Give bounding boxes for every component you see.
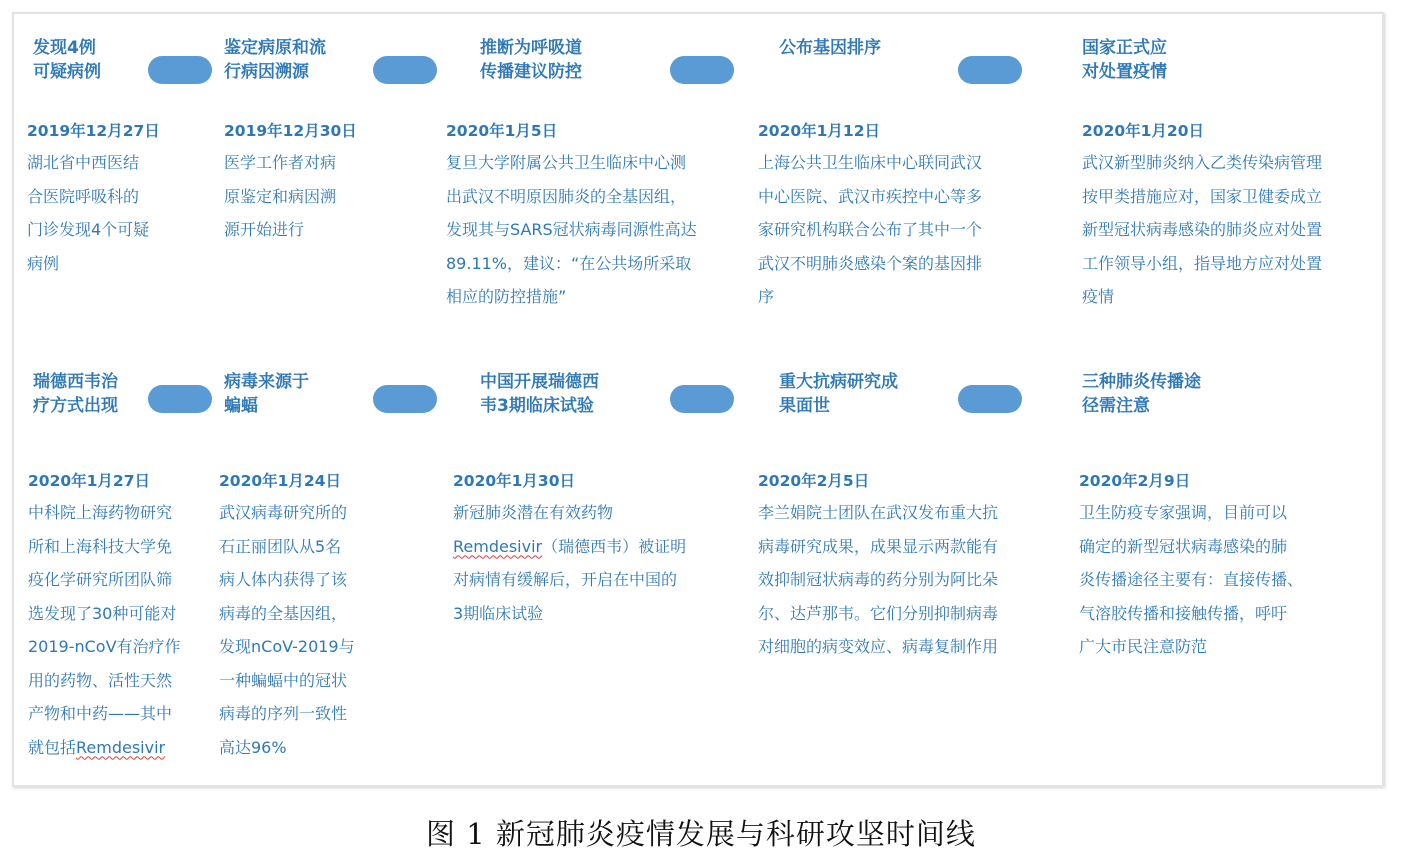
event-date: 2020年1月30日	[453, 472, 575, 490]
event-description	[219, 496, 355, 764]
event-description-line: 一种蝙蝠中的冠状	[219, 670, 348, 690]
event-date: 2020年1月5日	[446, 122, 558, 140]
event-description-line: 病毒的全基因组，	[219, 603, 348, 623]
event-description-line: 门诊发现4个可疑	[27, 220, 150, 239]
event-description-line: 3期临床试验	[453, 603, 544, 623]
event-description-line: 原鉴定和病因溯	[224, 186, 337, 206]
event-description-line: 新型冠状病毒感染的肺炎应对处置	[1082, 220, 1323, 239]
event-description-line: 卫生防疫专家强调，目前可以	[1079, 503, 1288, 522]
event-date: 2020年1月12日	[758, 122, 880, 140]
connector-pill	[148, 385, 212, 413]
connector-pill	[958, 56, 1022, 84]
event-description-line: 病例	[27, 253, 60, 273]
event-description-line: 石正丽团队从5名	[219, 536, 342, 556]
connector-pill	[148, 56, 212, 84]
event-description	[446, 146, 697, 314]
event-date: 2020年1月27日	[28, 472, 150, 490]
event-title: 中国开展瑞德西 韦3期临床试验	[480, 372, 599, 416]
event-description-line: 炎传播途径主要有：直接传播、	[1079, 570, 1304, 589]
event-description-line: 气溶胶传播和接触传播，呼吁	[1079, 603, 1288, 623]
event-description-line: 选发现了30种可能对	[28, 603, 177, 623]
event-description-line: 89.11%，建议：“在公共场所采取	[446, 253, 692, 273]
connector-pill	[373, 56, 437, 84]
event-description-line: 湖北省中西医结	[27, 153, 140, 172]
connector-pill	[670, 56, 734, 84]
event-description	[1079, 496, 1303, 664]
connector-pill	[670, 385, 734, 413]
event-description-line: 武汉新型肺炎纳入乙类传染病管理	[1082, 153, 1323, 172]
event-description-line: 新冠肺炎潜在有效药物	[453, 503, 614, 522]
event-description-line: 医学工作者对病	[224, 153, 337, 172]
event-date: 2020年1月24日	[219, 472, 341, 490]
event-title: 公布基因排序	[779, 38, 881, 58]
event-description-line: 出武汉不明原因肺炎的全基因组，	[446, 186, 687, 206]
event-description-line: 中心医院、武汉市疾控中心等多	[758, 186, 983, 206]
event-description-line: 对细胞的病变效应、病毒复制作用	[758, 637, 999, 656]
event-title: 发现4例 可疑病例	[33, 38, 101, 82]
event-description-line: 源开始进行	[224, 220, 305, 239]
event-title: 瑞德西韦治 疗方式出现	[33, 372, 118, 416]
event-description-line: 就包括Remdesivir	[28, 737, 166, 757]
event-description-line: Remdesivir（瑞德西韦）被证明	[453, 536, 687, 556]
event-description-line: 合医院呼吸科的	[27, 186, 140, 206]
event-title: 鉴定病原和流 行病因溯源	[224, 38, 326, 82]
event-description-line: 李兰娟院士团队在武汉发布重大抗	[758, 503, 999, 522]
event-date: 2019年12月30日	[224, 122, 357, 140]
event-description-line: 复旦大学附属公共卫生临床中心测	[446, 153, 687, 172]
event-description-line: 序	[758, 287, 775, 306]
event-date: 2020年2月5日	[758, 472, 870, 490]
event-description	[758, 496, 998, 664]
event-description	[453, 496, 686, 630]
connector-pill	[373, 385, 437, 413]
event-description-line: 高达96%	[219, 737, 287, 757]
event-title: 三种肺炎传播途 径需注意	[1082, 372, 1201, 416]
event-title: 重大抗病研究成 果面世	[779, 372, 898, 416]
event-description-line: 尔、达芦那韦。它们分别抑制病毒	[758, 603, 999, 623]
event-description-line: 发现其与SARS冠状病毒同源性高达	[446, 220, 697, 239]
event-title: 国家正式应 对处置疫情	[1082, 38, 1167, 82]
event-description-line: 病毒的序列一致性	[219, 704, 348, 723]
event-description	[27, 146, 149, 280]
event-title: 推断为呼吸道 传播建议防控	[480, 38, 582, 82]
event-description-line: 产物和中药——其中	[28, 704, 173, 723]
event-description	[1082, 146, 1322, 314]
event-description-line: 武汉不明肺炎感染个案的基因排	[758, 253, 983, 273]
event-description-line: 2019-nCoV有治疗作	[28, 637, 181, 656]
event-description-line: 家研究机构联合公布了其中一个	[758, 220, 983, 239]
event-description-line: 用的药物、活性天然	[28, 670, 173, 690]
event-description-line: 广大市民注意防范	[1079, 637, 1208, 656]
event-description-line: 确定的新型冠状病毒感染的肺	[1079, 536, 1288, 556]
event-description-line: 所和上海科技大学免	[28, 536, 173, 556]
event-description	[758, 146, 982, 314]
figure-caption: 图 1 新冠肺炎疫情发展与科研攻坚时间线	[426, 817, 976, 851]
event-description-line: 对病情有缓解后，开启在中国的	[453, 570, 678, 589]
event-description-line: 相应的防控措施”	[446, 287, 567, 306]
event-description	[224, 146, 336, 247]
event-date: 2020年1月20日	[1082, 122, 1204, 140]
event-description-line: 按甲类措施应对，国家卫健委成立	[1082, 186, 1323, 206]
event-date: 2019年12月27日	[27, 122, 160, 140]
event-description-line: 疫情	[1082, 287, 1115, 306]
event-description-line: 工作领导小组，指导地方应对处置	[1082, 253, 1323, 273]
connector-pill	[958, 385, 1022, 413]
event-description-line: 效抑制冠状病毒的药分别为阿比朵	[758, 570, 999, 589]
event-description-line: 病毒研究成果，成果显示两款能有	[758, 536, 999, 556]
event-description-line: 武汉病毒研究所的	[219, 503, 348, 522]
event-description-line: 病人体内获得了该	[219, 570, 348, 589]
event-description-line: 发现nCoV-2019与	[219, 637, 355, 656]
event-description-line: 中科院上海药物研究	[28, 503, 173, 522]
event-description	[28, 496, 181, 764]
event-title: 病毒来源于 蝙蝠	[224, 372, 309, 416]
event-description-line: 疫化学研究所团队筛	[28, 570, 173, 589]
event-description-line: 上海公共卫生临床中心联同武汉	[758, 153, 983, 172]
event-date: 2020年2月9日	[1079, 472, 1191, 490]
